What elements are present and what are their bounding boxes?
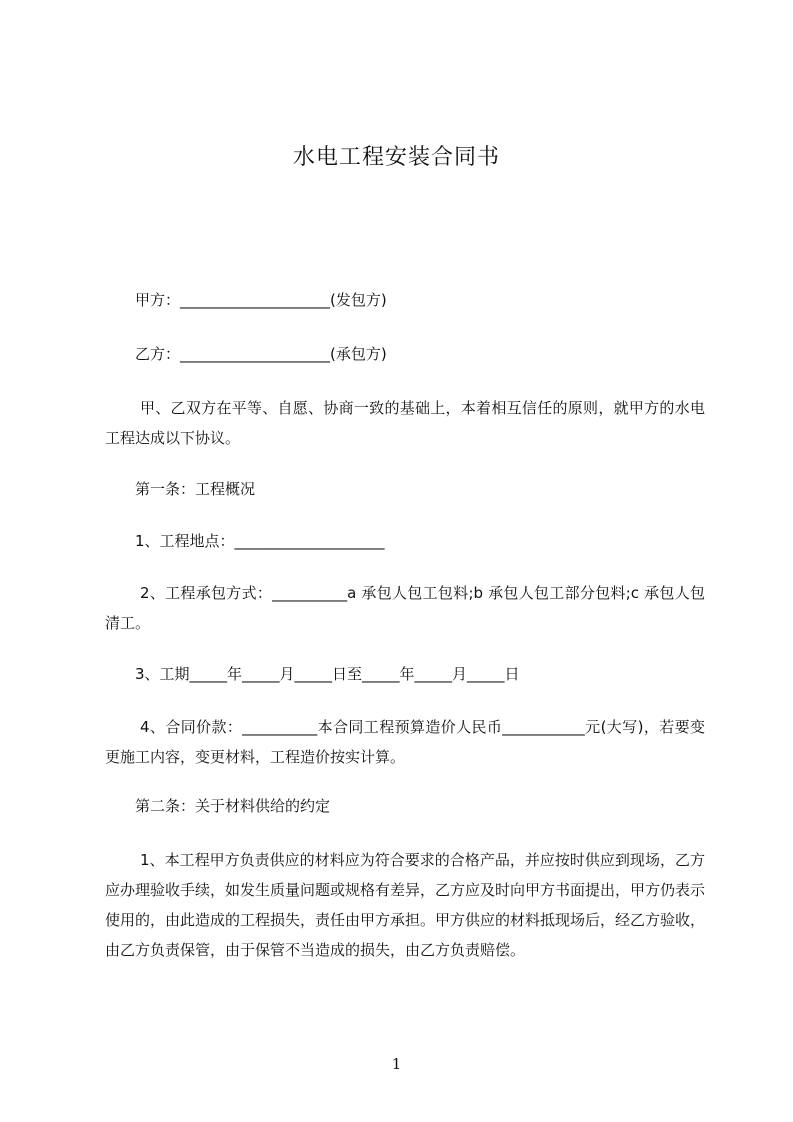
article-1-item-2: 2、工程承包方式：__________a 承包人包工包料;b 承包人包工部分包料;c 承包人包清工。 [105,584,705,632]
article-1-item-4: 4、合同价款：__________本合同工程预算造价人民币___________元(大写)，若要变更施工内容，变更材料，工程造价按实计算。 [105,718,705,766]
article-1-item-1: 1、工程地点：____________________ [135,532,385,550]
article-1-item-3: 3、工期_____年_____月_____日至_____年_____月_____日 [135,665,520,683]
article-2-item-1: 1、本工程甲方负责供应的材料应为符合要求的合格产品，并应按时供应到现场，乙方应办理验收手续，如发生质量问题或规格有差异，乙方应及时向甲方书面提出，甲方仍表示使用的，由此造成的工程损失，责任由甲方承担。甲方供应的材料抵现场后，经乙方验收，由乙方负责保管，由于保管不当造成的损失，由乙方负责赔偿。 [105,851,706,959]
document-title: 水电工程安装合同书 [292,145,500,170]
preamble-paragraph: 甲、乙双方在平等、自愿、协商一致的基础上，本着相互信任的原则，就甲方的水电工程达成以下协议。 [105,399,705,447]
party-a-line: 甲方：____________________(发包方) [135,291,387,309]
page-number: 1 [391,1055,402,1073]
article-1-heading: 第一条：工程概况 [135,480,256,498]
party-b-line: 乙方：____________________(承包方) [135,345,387,363]
article-2-heading: 第二条：关于材料供给的约定 [135,797,331,815]
